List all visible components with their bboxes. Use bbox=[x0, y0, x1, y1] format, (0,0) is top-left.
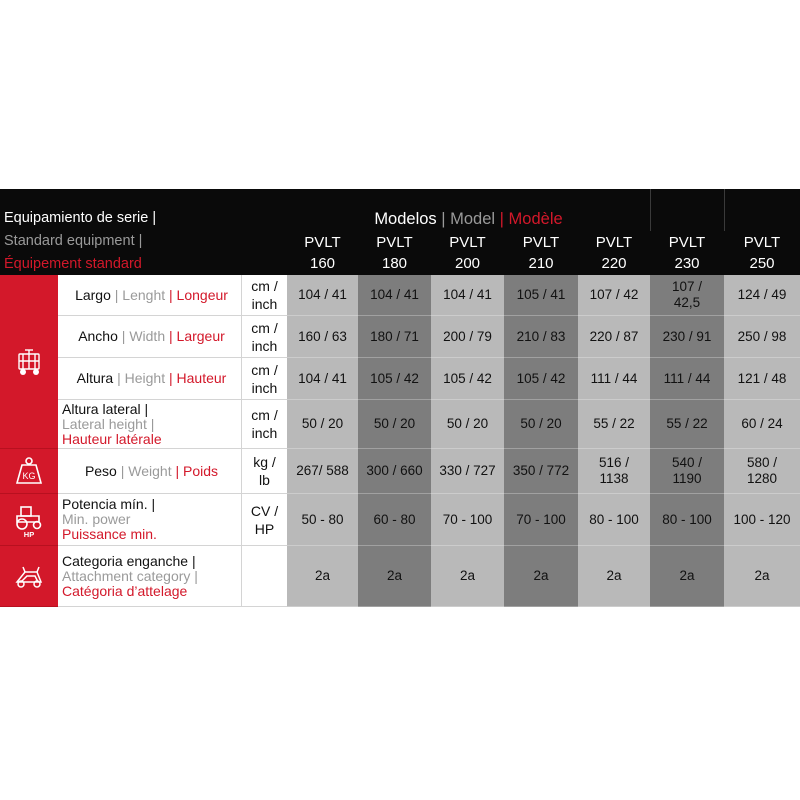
unit-cell bbox=[241, 546, 287, 607]
model-header: PVLT 220 bbox=[578, 231, 650, 275]
value-cell: 104 / 41 bbox=[287, 275, 358, 316]
model-header: PVLT 210 bbox=[504, 231, 578, 275]
value-cell: 121 / 48 bbox=[724, 358, 800, 400]
value-cell: 104 / 41 bbox=[358, 275, 431, 316]
row-label-ancho: Ancho | Width | Largeur bbox=[58, 316, 241, 358]
value-cell: 70 - 100 bbox=[504, 494, 578, 546]
weight-icon-label: KG bbox=[22, 471, 36, 481]
value-cell: 104 / 41 bbox=[287, 358, 358, 400]
value-cell: 230 / 91 bbox=[650, 316, 724, 358]
title-en: Standard equipment | bbox=[4, 233, 143, 249]
value-cell: 2a bbox=[431, 546, 504, 607]
unit-cell: cm / inch bbox=[241, 358, 287, 400]
models-es: Modelos bbox=[374, 210, 442, 228]
value-cell: 180 / 71 bbox=[358, 316, 431, 358]
title-es: Equipamiento de serie | bbox=[4, 210, 157, 226]
value-cell: 50 / 20 bbox=[358, 400, 431, 449]
row-label-peso: Peso | Weight | Poids bbox=[58, 449, 241, 494]
value-cell: 50 / 20 bbox=[431, 400, 504, 449]
value-cell: 580 / 1280 bbox=[724, 449, 800, 494]
value-cell: 50 - 80 bbox=[287, 494, 358, 546]
value-cell: 100 - 120 bbox=[724, 494, 800, 546]
value-cell: 2a bbox=[504, 546, 578, 607]
row-label-potencia: Potencia mín. | Min. power Puissance min. bbox=[58, 494, 241, 546]
weight-kg-icon bbox=[11, 453, 47, 489]
value-cell: 210 / 83 bbox=[504, 316, 578, 358]
model-header: PVLT 180 bbox=[358, 231, 431, 275]
weight-icon-cell bbox=[0, 449, 58, 494]
value-cell: 50 / 20 bbox=[287, 400, 358, 449]
value-cell: 200 / 79 bbox=[431, 316, 504, 358]
value-cell: 60 / 24 bbox=[724, 400, 800, 449]
value-cell: 104 / 41 bbox=[431, 275, 504, 316]
value-cell: 55 / 22 bbox=[650, 400, 724, 449]
unit-cell: cm / inch bbox=[241, 400, 287, 449]
power-icon-label: HP bbox=[23, 529, 35, 538]
value-cell: 250 / 98 bbox=[724, 316, 800, 358]
value-cell: 540 / 1190 bbox=[650, 449, 724, 494]
dimensions-icon-cell bbox=[0, 275, 58, 449]
row-label-largo: Largo | Lenght | Longeur bbox=[58, 275, 241, 316]
value-cell: 2a bbox=[650, 546, 724, 607]
attachment-icon-cell bbox=[0, 546, 58, 607]
value-cell: 160 / 63 bbox=[287, 316, 358, 358]
unit-cell: cm / inch bbox=[241, 316, 287, 358]
value-cell: 105 / 42 bbox=[358, 358, 431, 400]
unit-cell: cm / inch bbox=[241, 275, 287, 316]
hitch-attachment-icon bbox=[11, 558, 47, 594]
value-cell: 330 / 727 bbox=[431, 449, 504, 494]
row-label-categoria: Categoria enganche | Attachment category | Catégoria d’attelage bbox=[58, 546, 241, 607]
value-cell: 80 - 100 bbox=[650, 494, 724, 546]
value-cell: 70 - 100 bbox=[431, 494, 504, 546]
power-icon-cell bbox=[0, 494, 58, 546]
table-title bbox=[0, 189, 287, 275]
models-en: | Model bbox=[441, 210, 500, 228]
value-cell: 300 / 660 bbox=[358, 449, 431, 494]
value-cell: 350 / 772 bbox=[504, 449, 578, 494]
value-cell: 107 / 42 bbox=[578, 275, 650, 316]
value-cell: 105 / 42 bbox=[504, 358, 578, 400]
models-fr: Modèle bbox=[503, 210, 563, 228]
tractor-hp-icon bbox=[11, 502, 47, 538]
row-label-altura-lateral: Altura lateral | Lateral height | Hauteur latérale bbox=[58, 400, 241, 449]
model-header: PVLT 230 bbox=[650, 231, 724, 275]
value-cell: 2a bbox=[578, 546, 650, 607]
value-cell: 2a bbox=[287, 546, 358, 607]
value-cell: 2a bbox=[358, 546, 431, 607]
value-cell: 107 / 42,5 bbox=[650, 275, 724, 316]
value-cell: 50 / 20 bbox=[504, 400, 578, 449]
value-cell: 2a bbox=[724, 546, 800, 607]
value-cell: 60 - 80 bbox=[358, 494, 431, 546]
models-sep: | bbox=[499, 210, 504, 228]
unit-cell: CV / HP bbox=[241, 494, 287, 546]
value-cell: 124 / 49 bbox=[724, 275, 800, 316]
tractor-dimensions-icon bbox=[11, 344, 47, 380]
model-header: PVLT 200 bbox=[431, 231, 504, 275]
spec-table bbox=[0, 189, 800, 610]
value-cell: 80 - 100 bbox=[578, 494, 650, 546]
model-header: PVLT 250 bbox=[724, 231, 800, 275]
value-cell: 267/ 588 bbox=[287, 449, 358, 494]
value-cell: 105 / 42 bbox=[431, 358, 504, 400]
value-cell: 55 / 22 bbox=[578, 400, 650, 449]
header-blank bbox=[650, 189, 724, 231]
value-cell: 111 / 44 bbox=[578, 358, 650, 400]
title-fr: Équipement standard bbox=[4, 256, 142, 272]
models-heading bbox=[287, 189, 650, 231]
value-cell: 105 / 41 bbox=[504, 275, 578, 316]
value-cell: 516 / 1138 bbox=[578, 449, 650, 494]
model-header: PVLT 160 bbox=[287, 231, 358, 275]
value-cell: 220 / 87 bbox=[578, 316, 650, 358]
unit-cell: kg / lb bbox=[241, 449, 287, 494]
header-blank bbox=[724, 189, 800, 231]
row-label-altura: Altura | Height | Hauteur bbox=[58, 358, 241, 400]
value-cell: 111 / 44 bbox=[650, 358, 724, 400]
